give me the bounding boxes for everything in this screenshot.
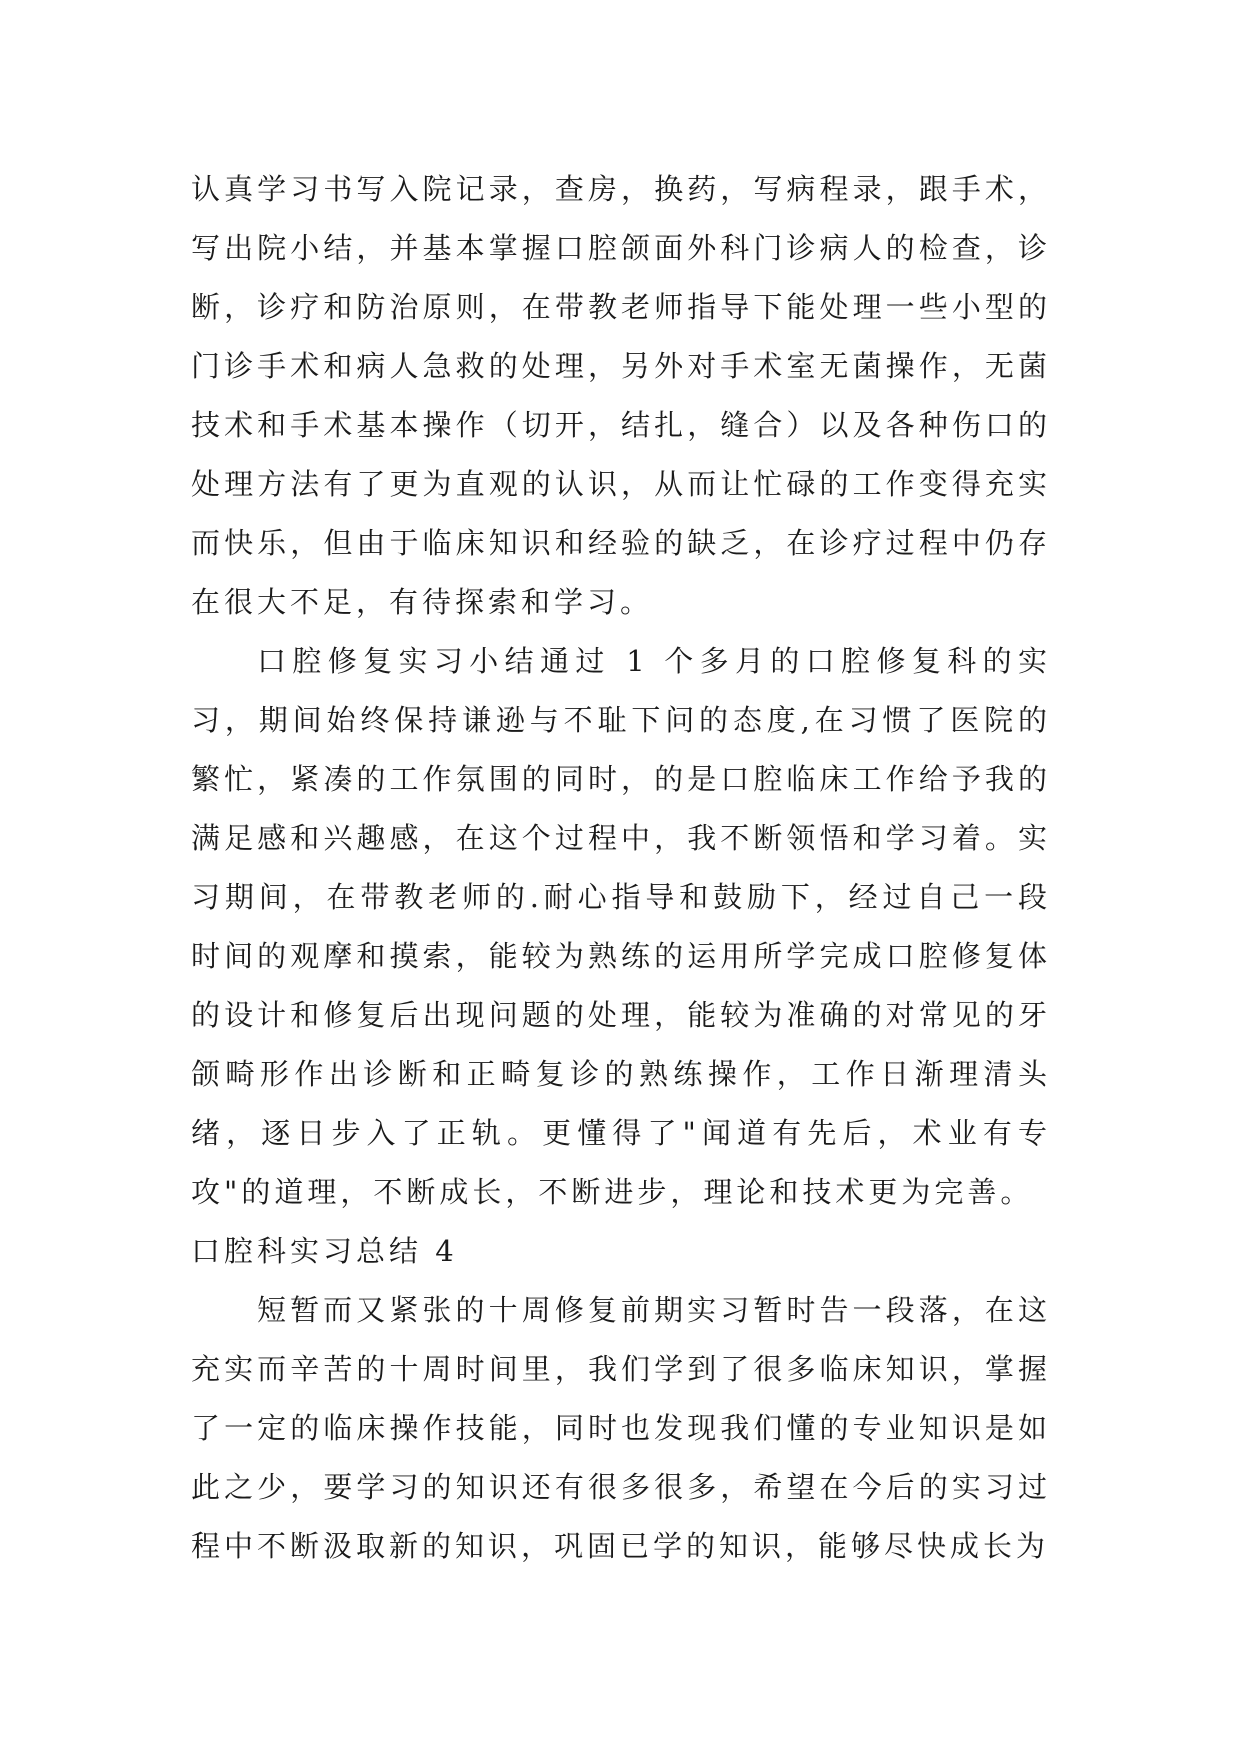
paragraph-internship-intro: 短暂而又紧张的十周修复前期实习暂时告一段落，在这充实而辛苦的十周时间里，我们学到了很多临床知识，掌握了一定的临床操作技能，同时也发现我们懂的专业知识是如此之少，要学习的知识还有很多很多，希望在今后的实习过程中不断汲取新的知识，巩固已学的知识，能够尽快成长为 [191, 1293, 1051, 1563]
document-body [191, 160, 1051, 1576]
section-heading: 口腔科实习总结 4 [191, 1234, 458, 1268]
paragraph-prosthodontics-summary: 口腔修复实习小结通过 1 个多月的口腔修复科的实习，期间始终保持谦逊与不耻下问的态度,在习惯了医院的繁忙，紧凑的工作氛围的同时，的是口腔临床工作给予我的满足感和兴趣感，在这个过程中，我不断领悟和学习着。实习期间，在带教老师的.耐心指导和鼓励下，经过自己一段时间的观摩和摸索，能较为熟练的运用所学完成口腔修复体的设计和修复后出现问题的处理，能较为准确的对常见的牙颌畸形作出诊断和正畸复诊的熟练操作，工作日渐理清头绪，逐日步入了正轨。更懂得了"闻道有先后，术业有专攻"的道理，不断成长，不断进步，理论和技术更为完善。 [191, 644, 1051, 1209]
paragraph-continued: 认真学习书写入院记录，查房，换药，写病程录，跟手术，写出院小结，并基本掌握口腔颌面外科门诊病人的检查，诊断，诊疗和防治原则，在带教老师指导下能处理一些小型的门诊手术和病人急救的处理，另外对手术室无菌操作，无菌技术和手术基本操作（切开，结扎，缝合）以及各种伤口的处理方法有了更为直观的认识，从而让忙碌的工作变得充实而快乐，但由于临床知识和经验的缺乏，在诊疗过程中仍存在很大不足，有待探索和学习。 [191, 172, 1051, 619]
